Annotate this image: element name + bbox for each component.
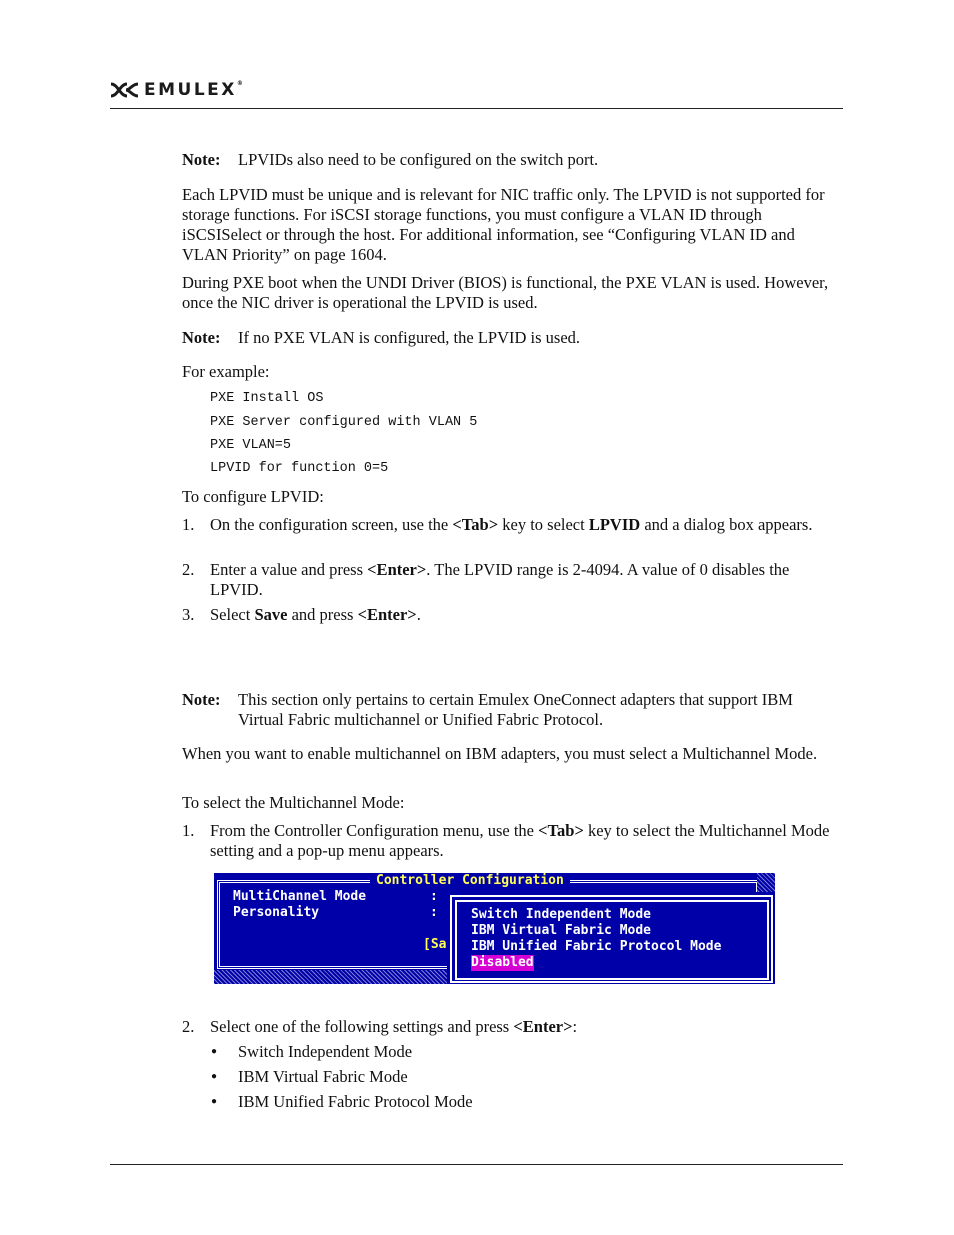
pxe-boot-description: During PXE boot when the UNDI Driver (BIOS) is functional, the PXE VLAN is used. However, once the NIC driver is operational the LPVID is used. [182,273,829,312]
multichannel-step-2: Select one of the following settings and press <Enter>: [210,1017,578,1036]
example-intro: For example: [182,362,270,381]
note-label: Note: [182,328,221,347]
step-3: Select Save and press <Enter>. [210,605,421,624]
select-multichannel-intro: To select the Multichannel Mode: [182,793,405,812]
note-text: This section only pertains to certain Emulex OneConnect adapters that support IBM Virtual Fabric multichannel or Unified Fabric Protocol. [238,690,793,729]
note-text: LPVIDs also need to be configured on the switch port. [238,150,599,169]
multichannel-mode-label[interactable]: MultiChannel Mode [233,889,367,904]
personality-label[interactable]: Personality [233,905,320,920]
list-item: Switch Independent Mode [238,1042,413,1061]
lpvid-description: Each LPVID must be unique and is relevant for NIC traffic only. The LPVID is not supported for storage functions. For iSCSI storage functions, you must configure a VLAN ID through iSCSISelect or through the host. For additional information, see “Configuring VLAN ID and VLAN Priority” on page 1604. [182,185,825,264]
bios-title: Controller Configuration [370,873,570,888]
step-2: Enter a value and press <Enter>. The LPVID range is 2-4094. A value of 0 disables the LPVID. [210,560,790,599]
save-button-fragment[interactable]: [Sa [423,937,447,952]
note-label: Note: [182,690,221,709]
step-number: 2. [182,1017,195,1036]
step-number: 1. [182,821,195,840]
option-ibm-unified-fabric-protocol-mode[interactable]: IBM Unified Fabric Protocol Mode [471,939,722,954]
step-number: 3. [182,605,195,624]
code-line: PXE Install OS [210,391,324,406]
option-ibm-virtual-fabric-mode[interactable]: IBM Virtual Fabric Mode [471,923,652,938]
step-number: 2. [182,560,195,579]
list-item: IBM Virtual Fabric Mode [238,1067,408,1086]
bullet-icon: ● [211,1096,218,1107]
list-item: IBM Unified Fabric Protocol Mode [238,1092,473,1111]
footer-rule [110,1164,843,1165]
brand-name: EMULEX® [144,80,243,100]
step-number: 1. [182,515,195,534]
popup-border [455,900,769,980]
field-separator: : [430,889,438,904]
multichannel-description: When you want to enable multichannel on IBM adapters, you must select a Multichannel Mode. [182,744,818,763]
option-disabled-selected[interactable]: Disabled [471,955,534,970]
controller-configuration-screen [214,873,775,984]
step-1: On the configuration screen, use the <Tab> key to select LPVID and a dialog box appears. [210,515,813,534]
option-switch-independent-mode[interactable]: Switch Independent Mode [471,907,652,922]
multichannel-mode-popup [450,895,773,983]
field-separator: : [430,905,438,920]
emulex-logo-icon [110,82,140,98]
bullet-icon: ● [211,1046,218,1057]
code-line: PXE Server configured with VLAN 5 [210,415,478,430]
note-text: If no PXE VLAN is configured, the LPVID is used. [238,328,581,347]
header-rule [110,108,843,109]
configure-lpvid-intro: To configure LPVID: [182,487,324,506]
code-line: PXE VLAN=5 [210,438,292,453]
multichannel-step-1: From the Controller Configuration menu, use the <Tab> key to select the Multichannel Mode setting and a pop-up menu appears. [210,821,830,860]
emulex-logo [110,80,243,100]
code-line: LPVID for function 0=5 [210,461,389,476]
note-label: Note: [182,150,221,169]
bullet-icon: ● [211,1071,218,1082]
